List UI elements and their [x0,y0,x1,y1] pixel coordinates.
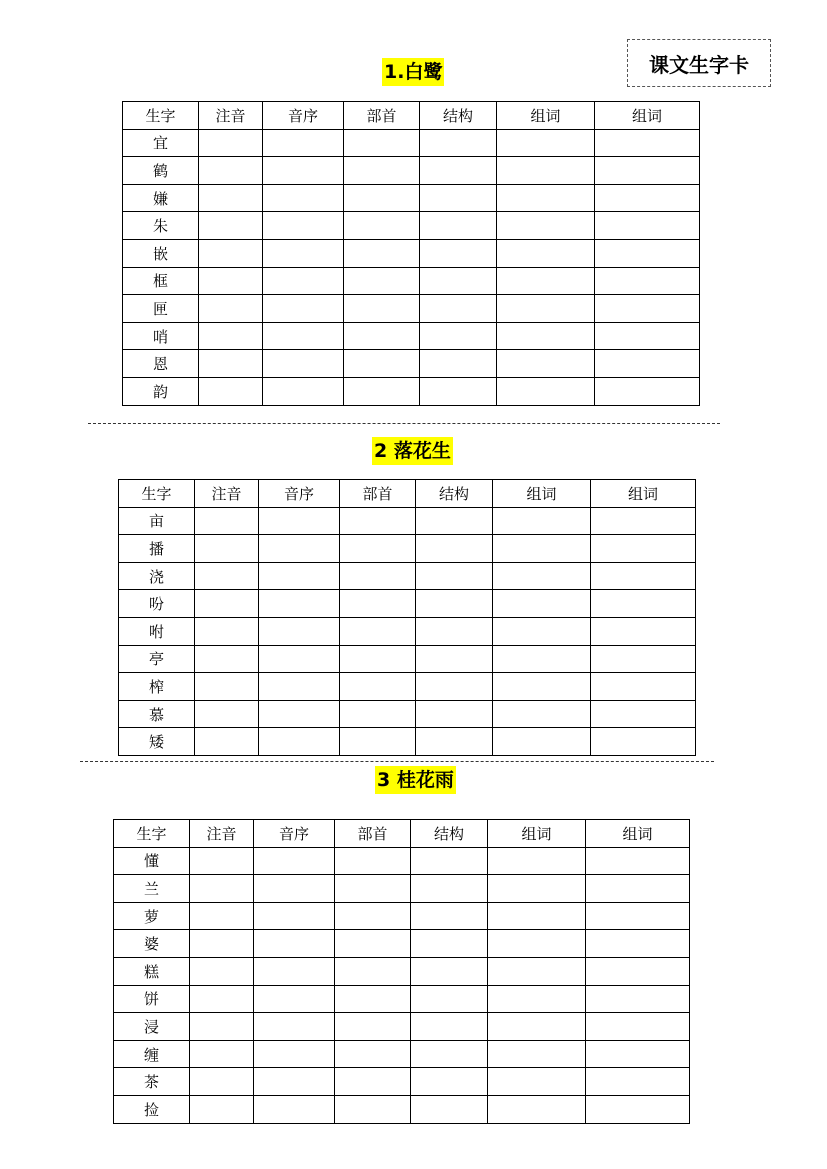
blank-answer-cell[interactable] [488,1013,586,1041]
blank-answer-cell[interactable] [488,1068,586,1096]
table-row [119,617,696,645]
vocab-table-body [119,480,696,756]
blank-answer-cell[interactable] [263,267,344,295]
table-row [114,847,690,875]
blank-answer-cell[interactable] [497,322,595,350]
blank-answer-cell[interactable] [493,535,591,563]
blank-answer-cell[interactable] [420,129,497,157]
blank-answer-cell[interactable] [344,295,420,323]
table-row [119,673,696,701]
blank-answer-cell[interactable] [344,350,420,378]
column-header: 注音 [199,102,263,130]
blank-answer-cell[interactable] [259,562,340,590]
blank-answer-cell[interactable] [416,617,493,645]
blank-answer-cell[interactable] [416,507,493,535]
character-cell: 恩 [123,350,199,378]
blank-answer-cell[interactable] [199,129,263,157]
blank-answer-cell[interactable] [199,157,263,185]
table-row [123,350,700,378]
blank-answer-cell[interactable] [420,212,497,240]
blank-answer-cell[interactable] [595,184,700,212]
character-cell: 亩 [119,507,195,535]
character-cell: 框 [123,267,199,295]
blank-answer-cell[interactable] [254,847,335,875]
blank-answer-cell[interactable] [488,1040,586,1068]
blank-answer-cell[interactable] [591,507,696,535]
column-header: 音序 [254,820,335,848]
table-row [119,562,696,590]
blank-answer-cell[interactable] [259,728,340,756]
blank-answer-cell[interactable] [190,957,254,985]
table-row [119,590,696,618]
character-cell: 朱 [123,212,199,240]
table-header-row [123,102,700,130]
table-row [114,930,690,958]
blank-answer-cell[interactable] [416,535,493,563]
blank-answer-cell[interactable] [263,377,344,405]
character-cell: 婆 [114,930,190,958]
blank-answer-cell[interactable] [190,1013,254,1041]
table-row [119,645,696,673]
blank-answer-cell[interactable] [190,847,254,875]
section-title-2: 2 落花生 [372,437,453,465]
blank-answer-cell[interactable] [591,562,696,590]
blank-answer-cell[interactable] [595,377,700,405]
blank-answer-cell[interactable] [199,184,263,212]
blank-answer-cell[interactable] [195,728,259,756]
blank-answer-cell[interactable] [259,700,340,728]
blank-answer-cell[interactable] [335,902,411,930]
blank-answer-cell[interactable] [254,930,335,958]
blank-answer-cell[interactable] [190,1095,254,1123]
blank-answer-cell[interactable] [497,350,595,378]
blank-answer-cell[interactable] [199,212,263,240]
blank-answer-cell[interactable] [190,1068,254,1096]
blank-answer-cell[interactable] [263,157,344,185]
blank-answer-cell[interactable] [335,875,411,903]
blank-answer-cell[interactable] [263,129,344,157]
blank-answer-cell[interactable] [199,295,263,323]
blank-answer-cell[interactable] [416,562,493,590]
blank-answer-cell[interactable] [344,377,420,405]
character-cell: 嵌 [123,239,199,267]
table-row [119,507,696,535]
blank-answer-cell[interactable] [497,377,595,405]
blank-answer-cell[interactable] [190,902,254,930]
blank-answer-cell[interactable] [416,645,493,673]
table-row [123,184,700,212]
column-header: 部首 [344,102,420,130]
blank-answer-cell[interactable] [199,267,263,295]
section-divider [88,423,720,424]
blank-answer-cell[interactable] [195,535,259,563]
blank-answer-cell[interactable] [488,847,586,875]
blank-answer-cell[interactable] [586,957,690,985]
blank-answer-cell[interactable] [591,700,696,728]
blank-answer-cell[interactable] [340,535,416,563]
blank-answer-cell[interactable] [497,212,595,240]
column-header: 组词 [493,480,591,508]
blank-answer-cell[interactable] [497,239,595,267]
blank-answer-cell[interactable] [195,590,259,618]
column-header: 结构 [411,820,488,848]
blank-answer-cell[interactable] [190,930,254,958]
column-header: 音序 [263,102,344,130]
blank-answer-cell[interactable] [497,129,595,157]
blank-answer-cell[interactable] [335,930,411,958]
blank-answer-cell[interactable] [340,728,416,756]
table-row [114,1013,690,1041]
blank-answer-cell[interactable] [411,1013,488,1041]
blank-answer-cell[interactable] [340,507,416,535]
blank-answer-cell[interactable] [416,728,493,756]
vocab-table-body [114,820,690,1124]
blank-answer-cell[interactable] [591,617,696,645]
column-header: 生字 [114,820,190,848]
blank-answer-cell[interactable] [335,847,411,875]
blank-answer-cell[interactable] [416,700,493,728]
character-cell: 咐 [119,617,195,645]
column-header: 组词 [586,820,690,848]
character-cell: 匣 [123,295,199,323]
blank-answer-cell[interactable] [586,1013,690,1041]
vocab-table-body [123,102,700,406]
blank-answer-cell[interactable] [411,1040,488,1068]
blank-answer-cell[interactable] [340,645,416,673]
character-cell: 宜 [123,129,199,157]
character-cell: 矮 [119,728,195,756]
blank-answer-cell[interactable] [493,562,591,590]
character-cell: 吩 [119,590,195,618]
blank-answer-cell[interactable] [340,590,416,618]
blank-answer-cell[interactable] [420,239,497,267]
blank-answer-cell[interactable] [190,985,254,1013]
blank-answer-cell[interactable] [340,673,416,701]
table-row [123,239,700,267]
character-cell: 哨 [123,322,199,350]
table-row [114,957,690,985]
blank-answer-cell[interactable] [335,1013,411,1041]
table-row [123,212,700,240]
blank-answer-cell[interactable] [335,957,411,985]
blank-answer-cell[interactable] [497,267,595,295]
blank-answer-cell[interactable] [335,1040,411,1068]
character-cell: 鹤 [123,157,199,185]
blank-answer-cell[interactable] [586,985,690,1013]
character-cell: 兰 [114,875,190,903]
column-header: 注音 [190,820,254,848]
blank-answer-cell[interactable] [254,1013,335,1041]
column-header: 注音 [195,480,259,508]
blank-answer-cell[interactable] [263,295,344,323]
blank-answer-cell[interactable] [420,184,497,212]
blank-answer-cell[interactable] [488,957,586,985]
blank-answer-cell[interactable] [411,902,488,930]
blank-answer-cell[interactable] [411,957,488,985]
blank-answer-cell[interactable] [254,875,335,903]
blank-answer-cell[interactable] [591,590,696,618]
character-cell: 播 [119,535,195,563]
column-header: 部首 [335,820,411,848]
blank-answer-cell[interactable] [263,350,344,378]
blank-answer-cell[interactable] [190,875,254,903]
table-row [123,157,700,185]
character-cell: 饼 [114,985,190,1013]
character-cell: 韵 [123,377,199,405]
blank-answer-cell[interactable] [263,212,344,240]
blank-answer-cell[interactable] [259,673,340,701]
blank-answer-cell[interactable] [420,295,497,323]
character-cell: 懂 [114,847,190,875]
blank-answer-cell[interactable] [595,295,700,323]
column-header: 结构 [416,480,493,508]
blank-answer-cell[interactable] [340,562,416,590]
blank-answer-cell[interactable] [586,1040,690,1068]
column-header: 组词 [497,102,595,130]
character-cell: 榨 [119,673,195,701]
blank-answer-cell[interactable] [411,930,488,958]
blank-answer-cell[interactable] [263,239,344,267]
blank-answer-cell[interactable] [195,562,259,590]
blank-answer-cell[interactable] [411,875,488,903]
blank-answer-cell[interactable] [493,700,591,728]
column-header: 组词 [591,480,696,508]
blank-answer-cell[interactable] [344,129,420,157]
character-cell: 缠 [114,1040,190,1068]
blank-answer-cell[interactable] [591,645,696,673]
blank-answer-cell[interactable] [199,239,263,267]
blank-answer-cell[interactable] [586,902,690,930]
blank-answer-cell[interactable] [493,590,591,618]
table-row [114,902,690,930]
character-cell: 茶 [114,1068,190,1096]
blank-answer-cell[interactable] [420,267,497,295]
blank-answer-cell[interactable] [488,930,586,958]
blank-answer-cell[interactable] [493,617,591,645]
blank-answer-cell[interactable] [199,377,263,405]
blank-answer-cell[interactable] [591,673,696,701]
table-header-row [119,480,696,508]
character-cell: 亭 [119,645,195,673]
blank-answer-cell[interactable] [195,507,259,535]
blank-answer-cell[interactable] [199,350,263,378]
column-header: 音序 [259,480,340,508]
character-cell: 捡 [114,1095,190,1123]
blank-answer-cell[interactable] [591,535,696,563]
table-row [123,295,700,323]
table-row [123,377,700,405]
blank-answer-cell[interactable] [199,322,263,350]
blank-answer-cell[interactable] [259,507,340,535]
blank-answer-cell[interactable] [254,902,335,930]
blank-answer-cell[interactable] [493,507,591,535]
blank-answer-cell[interactable] [195,673,259,701]
blank-answer-cell[interactable] [595,129,700,157]
blank-answer-cell[interactable] [195,645,259,673]
vocab-table-1 [122,101,700,406]
blank-answer-cell[interactable] [344,157,420,185]
blank-answer-cell[interactable] [344,267,420,295]
blank-answer-cell[interactable] [595,212,700,240]
blank-answer-cell[interactable] [254,1095,335,1123]
table-row [123,267,700,295]
blank-answer-cell[interactable] [586,1095,690,1123]
blank-answer-cell[interactable] [591,728,696,756]
character-cell: 萝 [114,902,190,930]
table-row [114,1040,690,1068]
blank-answer-cell[interactable] [488,985,586,1013]
blank-answer-cell[interactable] [411,1095,488,1123]
blank-answer-cell[interactable] [344,212,420,240]
blank-answer-cell[interactable] [420,322,497,350]
character-cell: 嫌 [123,184,199,212]
blank-answer-cell[interactable] [259,617,340,645]
table-row [123,129,700,157]
blank-answer-cell[interactable] [595,239,700,267]
blank-answer-cell[interactable] [263,322,344,350]
blank-answer-cell[interactable] [420,350,497,378]
table-header-row [114,820,690,848]
blank-answer-cell[interactable] [586,875,690,903]
blank-answer-cell[interactable] [259,645,340,673]
character-cell: 慕 [119,700,195,728]
table-row [114,875,690,903]
blank-answer-cell[interactable] [254,1040,335,1068]
blank-answer-cell[interactable] [586,1068,690,1096]
column-header: 生字 [123,102,199,130]
blank-answer-cell[interactable] [263,184,344,212]
blank-answer-cell[interactable] [595,350,700,378]
blank-answer-cell[interactable] [195,617,259,645]
blank-answer-cell[interactable] [420,157,497,185]
character-cell: 浸 [114,1013,190,1041]
blank-answer-cell[interactable] [420,377,497,405]
table-row [119,535,696,563]
blank-answer-cell[interactable] [416,590,493,618]
blank-answer-cell[interactable] [259,590,340,618]
blank-answer-cell[interactable] [586,930,690,958]
section-title-1: 1.白鹭 [382,58,444,86]
blank-answer-cell[interactable] [259,535,340,563]
column-header: 组词 [595,102,700,130]
table-row [119,700,696,728]
blank-answer-cell[interactable] [340,700,416,728]
blank-answer-cell[interactable] [335,1095,411,1123]
blank-answer-cell[interactable] [411,985,488,1013]
column-header: 组词 [488,820,586,848]
vocab-table-3 [113,819,690,1124]
blank-answer-cell[interactable] [254,985,335,1013]
table-row [114,985,690,1013]
blank-answer-cell[interactable] [595,267,700,295]
vocab-table-2 [118,479,696,756]
blank-answer-cell[interactable] [493,645,591,673]
table-row [114,1095,690,1123]
blank-answer-cell[interactable] [344,184,420,212]
section-divider [80,761,714,762]
blank-answer-cell[interactable] [488,875,586,903]
blank-answer-cell[interactable] [595,322,700,350]
character-cell: 浇 [119,562,195,590]
column-header: 结构 [420,102,497,130]
blank-answer-cell[interactable] [254,1068,335,1096]
blank-answer-cell[interactable] [586,847,690,875]
blank-answer-cell[interactable] [488,902,586,930]
blank-answer-cell[interactable] [493,673,591,701]
column-header: 部首 [340,480,416,508]
blank-answer-cell[interactable] [344,239,420,267]
blank-answer-cell[interactable] [493,728,591,756]
blank-answer-cell[interactable] [335,1068,411,1096]
character-cell: 糕 [114,957,190,985]
blank-answer-cell[interactable] [488,1095,586,1123]
blank-answer-cell[interactable] [254,957,335,985]
blank-answer-cell[interactable] [195,700,259,728]
blank-answer-cell[interactable] [411,1068,488,1096]
blank-answer-cell[interactable] [497,157,595,185]
blank-answer-cell[interactable] [497,184,595,212]
blank-answer-cell[interactable] [190,1040,254,1068]
blank-answer-cell[interactable] [416,673,493,701]
table-row [123,322,700,350]
column-header: 生字 [119,480,195,508]
table-row [114,1068,690,1096]
blank-answer-cell[interactable] [411,847,488,875]
text-card-label: 课文生字卡 [627,39,771,87]
blank-answer-cell[interactable] [595,157,700,185]
blank-answer-cell[interactable] [344,322,420,350]
blank-answer-cell[interactable] [335,985,411,1013]
blank-answer-cell[interactable] [340,617,416,645]
blank-answer-cell[interactable] [497,295,595,323]
table-row [119,728,696,756]
section-title-3: 3 桂花雨 [375,766,456,794]
